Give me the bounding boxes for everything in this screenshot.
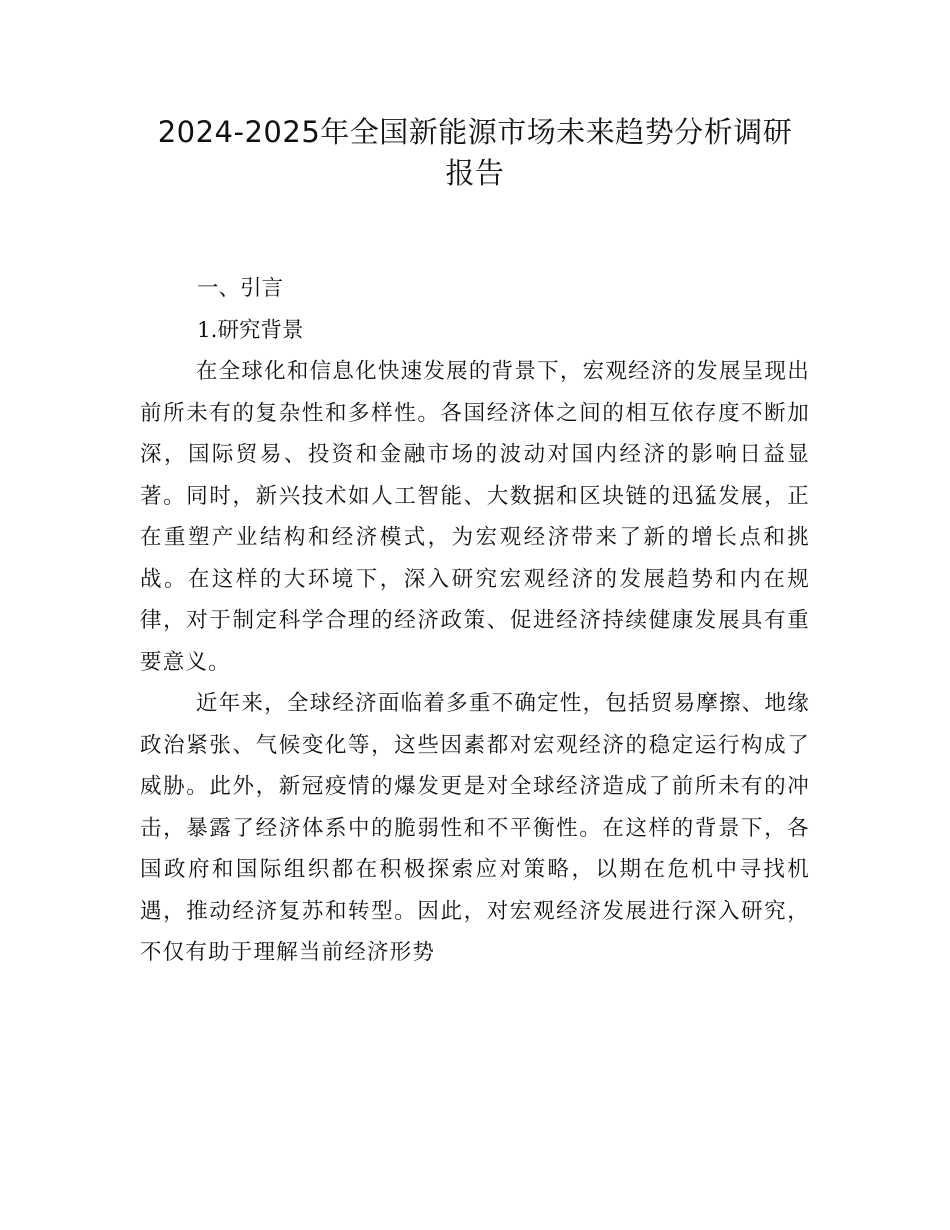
document-title-line-2: 报告 [445, 156, 505, 190]
document-title [140, 112, 810, 194]
paragraph-2: 近年来，全球经济面临着多重不确定性，包括贸易摩擦、地缘政治紧张、气候变化等，这些因素都对宏观经济的稳定运行构成了威胁。此外，新冠疫情的爆发更是对全球经济造成了前所未有的冲击，暴露了经济体系中的脆弱性和不平衡性。在这样的背景下，各国政府和国际组织都在积极探索应对策略，以期在危机中寻找机遇，推动经济复苏和转型。因此，对宏观经济发展进行深入研究，不仅有助于理解当前经济形势 [140, 691, 810, 965]
document-title-line-1: 2024-2025年全国新能源市场未来趋势分析调研 [157, 115, 793, 149]
subsection-heading: 1.研究背景 [197, 317, 304, 343]
document-body [140, 268, 810, 974]
section-heading: 一、引言 [197, 276, 284, 301]
paragraph-1: 在全球化和信息化快速发展的背景下，宏观经济的发展呈现出前所未有的复杂性和多样性。各国经济体之间的相互依存度不断加深，国际贸易、投资和金融市场的波动对国内经济的影响日益显著。同时，新兴技术如人工智能、大数据和区块链的迅猛发展，正在重塑产业结构和经济模式，为宏观经济带来了新的增长点和挑战。在这样的大环境下，深入研究宏观经济的发展趋势和内在规律，对于制定科学合理的经济政策、促进经济持续健康发展具有重要意义。 [140, 359, 810, 675]
